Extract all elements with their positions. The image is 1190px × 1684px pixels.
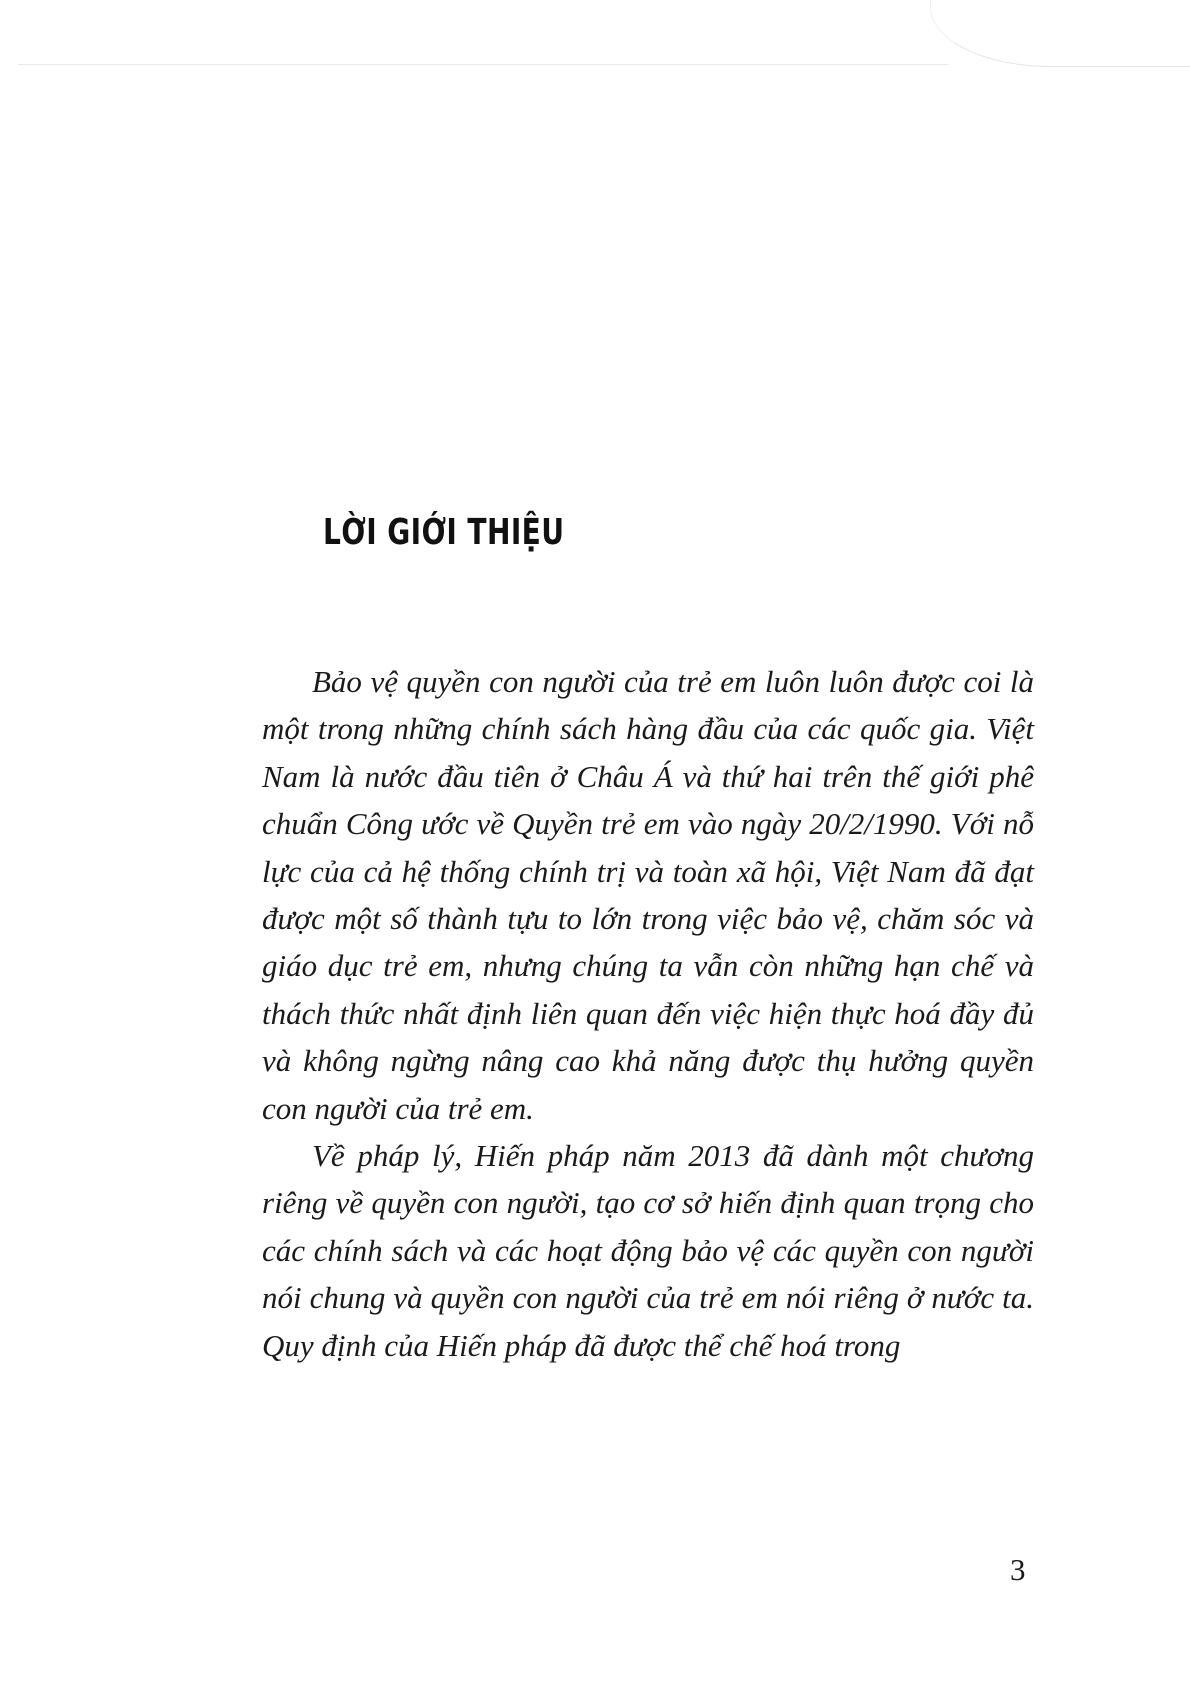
paragraph-2: Về pháp lý, Hiến pháp năm 2013 đã dành một chương riêng về quyền con người, tạo cơ sở hiến định quan trọng cho các chính sách và các hoạt động bảo vệ các quyền con người nói chung và quyền con người của trẻ em nói riêng ở nước ta. Quy định của Hiến pháp đã được thể chế hoá trong	[262, 1138, 1034, 1363]
page-title: LỜI GIỚI THIỆU	[323, 512, 565, 553]
body-text	[262, 658, 1034, 1369]
page-number: 3	[1010, 1552, 1026, 1587]
page-edge	[18, 64, 948, 65]
paragraph-1: Bảo vệ quyền con người của trẻ em luôn luôn được coi là một trong những chính sách hàng đầu của các quốc gia. Việt Nam là nước đầu tiên ở Châu Á và thứ hai trên thế giới phê chuẩn Công ước về Quyền trẻ em vào ngày 20/2/1990. Với nỗ lực của cả hệ thống chính trị và toàn xã hội, Việt Nam đã đạt được một số thành tựu to lớn trong việc bảo vệ, chăm sóc và giáo dục trẻ em, nhưng chúng ta vẫn còn những hạn chế và thách thức nhất định liên quan đến việc hiện thực hoá đầy đủ và không ngừng nâng cao khả năng được thụ hưởng quyền con người của trẻ em.	[262, 664, 1034, 1126]
page-curl	[930, 0, 1190, 67]
